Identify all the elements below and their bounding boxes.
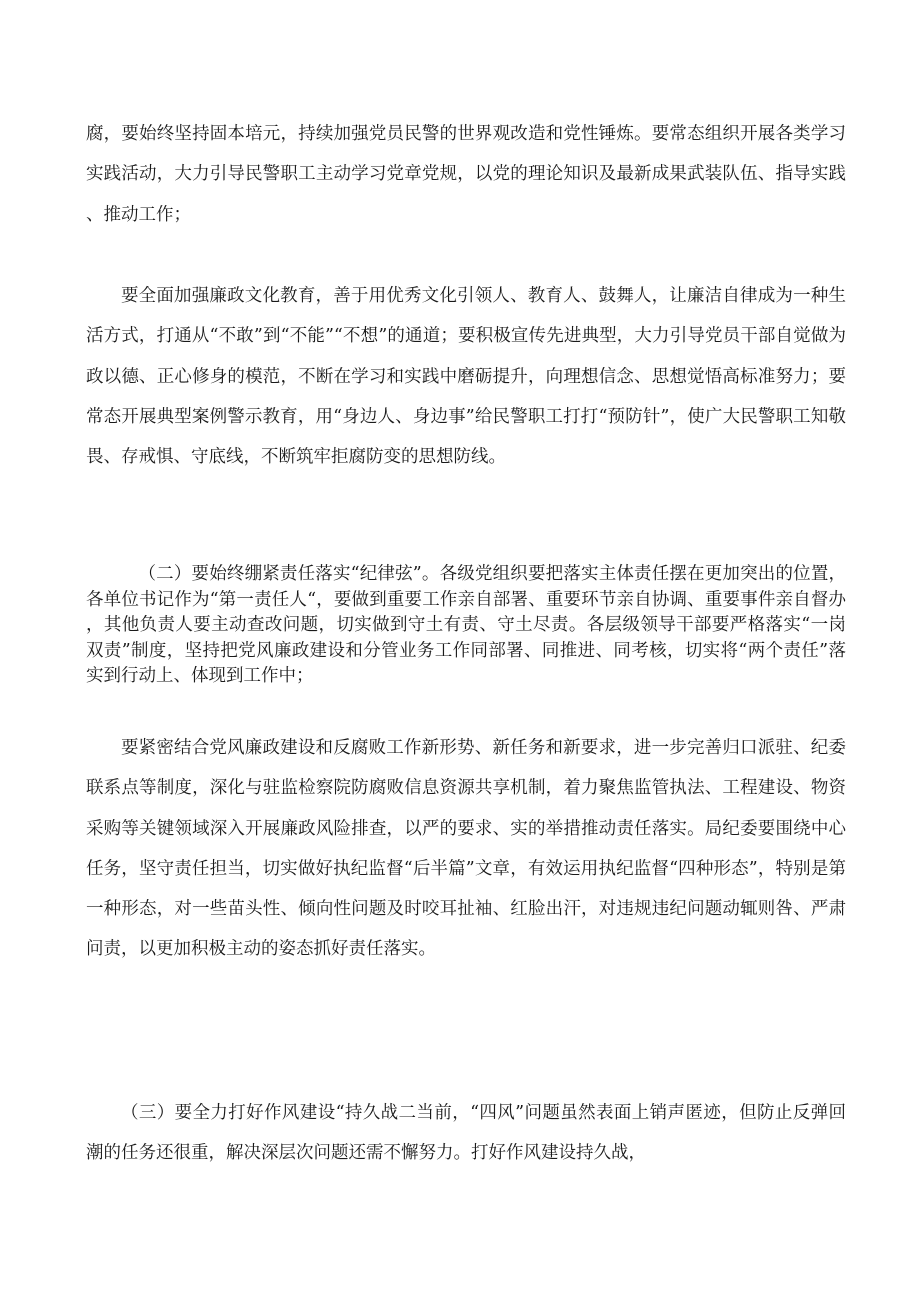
- paragraph-continuation: 腐，要始终坚持固本培元，持续加强党员民警的世界观改造和党性锤炼。要常态组织开展各类学习实践活动，大力引导民警职工主动学习党章党规，以党的理论知识及最新成果武装队伍、指导实践、推动工作；: [86, 124, 846, 225]
- paragraph-responsibility-implementation: 要紧密结合党风廉政建设和反腐败工作新形势、新任务和新要求，进一步完善归口派驻、纪委联系点等制度，深化与驻监检察院防腐败信息资源共享机制，着力聚焦监管执法、工程建设、物资采购等关键领域深入开展廉政风险排查，以严的要求、实的举措推动责任落实。局纪委要围绕中心任务，坚守责任担当，切实做好执纪监督“后半篇”文章，有效运用执纪监督“四种形态”，特别是第一种形态，对一些苗头性、倾向性问题及时咬耳扯袖、红脸出汗，对违规违纪问题动辄则咎、严肃问责，以更加积极主动的姿态抓好责任落实。: [86, 738, 846, 960]
- paragraph-section-three-heading: （三）要全力打好作风建设“持久战二当前，“四风”问题虽然表面上销声匿迹，但防止反弹回潮的任务还很重，解决深层次问题还需不懈努力。打好作风建设持久战，: [86, 1103, 846, 1164]
- paragraph-section-two-heading: （二）要始终绷紧责任落实“纪律弦”。各级党组织要把落实主体责任摆在更加突出的位置，各单位书记作为“第一责任人“，要做到重要工作亲自部署、重要环节亲自协调、重要事件亲自督办，其他负责人要主动查改问题，切实做到守土有责、守土尽责。各层级领导干部要严格落实“一岗双责”制度，坚持把党风廉政建设和分管业务工作同部署、同推进、同考核，切实将“两个责任”落实到行动上、体现到工作中；: [86, 564, 846, 686]
- paragraph-culture-education: 要全面加强廉政文化教育，善于用优秀文化引领人、教育人、鼓舞人，让廉洁自律成为一种生活方式，打通从“不敢”到“不能”“不想”的通道；要积极宣传先进典型，大力引导党员干部自觉做为政以德、正心修身的模范，不断在学习和实践中磨砺提升，向理想信念、思想觉悟高标准努力；要常态开展典型案例警示教育，用“身边人、身边事”给民警职工打打“预防针”，使广大民警职工知敬畏、存戒惧、守底线，不断筑牢拒腐防变的思想防线。: [86, 286, 846, 468]
